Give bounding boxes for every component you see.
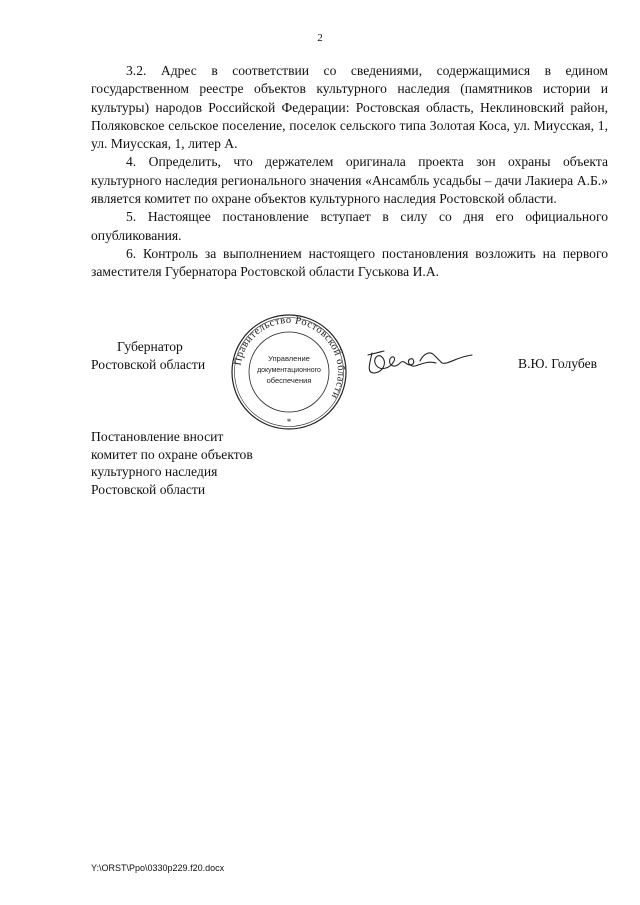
paragraph-3-2: 3.2. Адрес в соответствии со сведениями, содержащимися в едином государственном реестре объектов культурного наследия (памятников истории и культуры) народов Российской Федерации: Ростовская область, Неклиновский район, Поляковское сельское поселение, поселок сельского типа Золотая Коса, ул. Миусская, 1, ул. Миусская, 1, литер А. [91, 63, 608, 152]
introducer-line3: культурного наследия [91, 464, 218, 480]
handwritten-signature [360, 343, 480, 383]
paragraph-4: 4. Определить, что держателем оригинала проекта зон охраны объекта культурного наследия регионального значения «Ансамбль усадьбы – дачи Лакиера А.Б.» является комитет по охране объектов культурного наследия Ростовской области. [91, 154, 608, 207]
document-body [91, 62, 608, 282]
seal-outer-text: Правительство Ростовской области [232, 314, 347, 401]
seal-star-icon: * [286, 417, 292, 427]
signatory-name: В.Ю. Голубев [518, 356, 598, 371]
paragraph-6: 6. Контроль за выполнением настоящего постановления возложить на первого заместителя Губернатора Ростовской области Гуськова И.А. [91, 245, 608, 280]
signatory-title-line1: Губернатор [117, 339, 183, 354]
signatory-title-line2: Ростовской области [91, 357, 206, 372]
official-seal [230, 312, 348, 432]
seal-inner-line2: документационного [257, 367, 321, 374]
seal-inner-line3: обеспечения [266, 376, 312, 385]
introducer-line2: комитет по охране объектов [91, 446, 253, 462]
signatory-title [91, 338, 205, 374]
seal-inner-line1: Управление [268, 354, 310, 363]
file-path-footer: Y:\ORST\Ppo\0330p229.f20.docx [91, 863, 225, 873]
introducer-line1: Постановление вносит [91, 429, 224, 444]
paragraph-5: 5. Настоящее постановление вступает в силу со дня его официального опубликования. [91, 209, 608, 243]
introducer-block [91, 428, 253, 498]
page-number: 2 [317, 32, 323, 44]
introducer-line4: Ростовской области [91, 481, 206, 497]
